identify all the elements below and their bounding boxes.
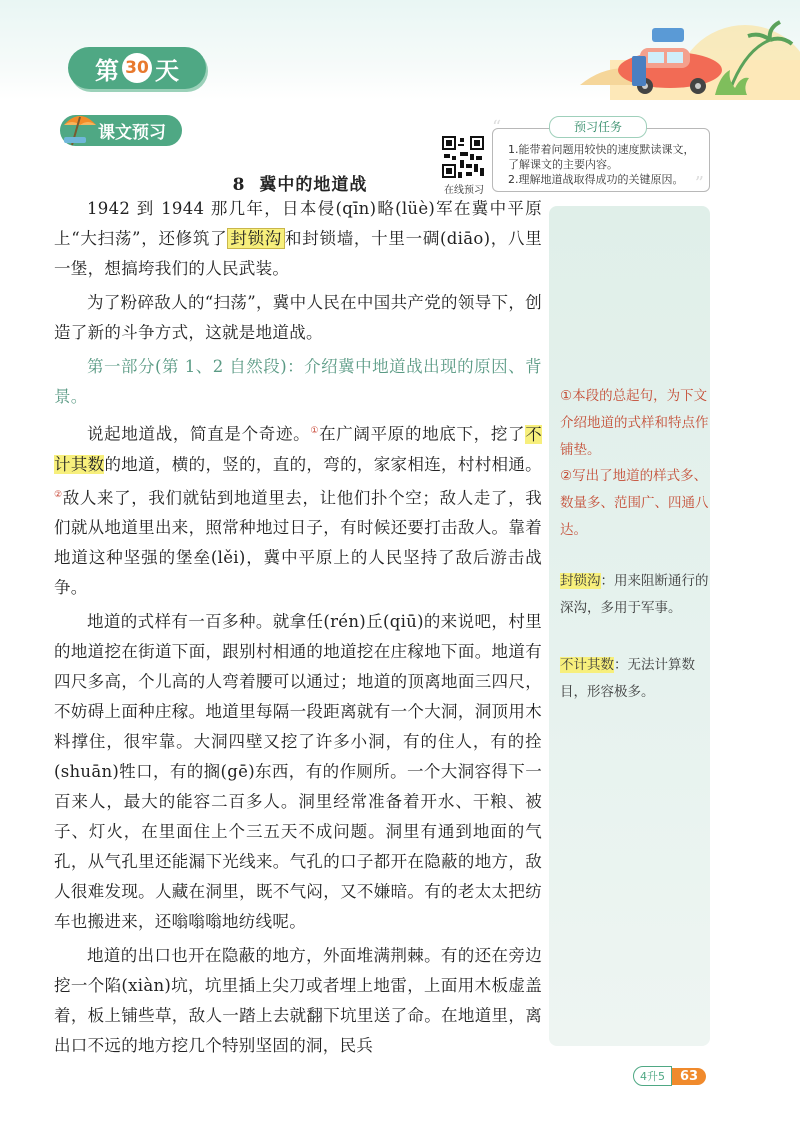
qr-label: 在线预习 [444, 185, 484, 196]
page-footer [633, 1066, 706, 1086]
glossary-term: 不计其数 [560, 657, 614, 673]
glossary-note-1 [560, 568, 710, 622]
day-badge [68, 47, 206, 89]
text-run: 说起地道战，简直是个奇迹。 [87, 424, 311, 444]
grade-label: 4升5 [633, 1066, 672, 1086]
task-title: 预习任务 [549, 116, 647, 138]
section-tag [60, 115, 182, 145]
notes-sidebar [549, 206, 710, 1046]
glossary-definition: ：用来阻断通行的深沟，多用于军事。 [560, 573, 709, 616]
open-quote-icon: “ [492, 117, 502, 138]
annotation-note-2: ②写出了地道的样式多、数量多、范围广、四通八达。 [560, 468, 709, 538]
task-item: 1.能带着问题用较快的速度默读课文，了解课文的主要内容。 [508, 143, 695, 171]
annotation-note-1: ①本段的总起句，为下文介绍地道的式样和特点作铺垫。 [560, 388, 709, 458]
text-run: 的地道，横的，竖的，直的，弯的，家家相连，村村相通。 [104, 454, 542, 474]
lesson-number: 8 [232, 175, 246, 195]
day-number: 30 [122, 53, 152, 83]
text-run: 敌人来了，我们就钻到地道里去，让他们扑个空；敌人走了，我们就从地道里出来，照常种地过日子，有时候还要打击敌人。靠着地道这种坚强的堡垒(lěi)，冀中平原上的人民坚持了敌后游击战争。 [54, 488, 542, 597]
text-run: 在广阔平原的地底下，挖了 [319, 424, 526, 444]
annotation-mark: ① [310, 426, 320, 436]
travel-illustration [570, 0, 800, 100]
task-item: 2.理解地道战取得成功的关键原因。 [508, 173, 684, 186]
text-run: 1942 到 1944 那几年，日本侵(qīn)略(lüè)军在冀中平原上“大扫荡”，还修筑了 [54, 199, 542, 248]
annotation-mark: ② [54, 489, 63, 500]
paragraph-3 [54, 416, 542, 603]
day-prefix: 第 [95, 56, 119, 85]
glossary-term: 封锁沟 [560, 573, 601, 589]
day-suffix: 天 [155, 56, 179, 85]
part-outline: 第一部分(第 1、2 自然段)：介绍冀中地道战出现的原因、背景。 [54, 357, 542, 406]
beach-umbrella-icon [60, 109, 100, 149]
section-label: 课文预习 [60, 115, 182, 146]
lesson-name: 冀中的地道战 [259, 175, 368, 195]
highlighted-term: 封锁沟 [227, 228, 285, 249]
glossary-definition: ：无法计算数目，形容极多。 [560, 657, 695, 700]
lesson-body [54, 194, 542, 1065]
paragraph-4: 地道的式样有一百多种。就拿任(rén)丘(qiū)的来说吧，村里的地道挖在街道下面，跟别村相通的地道挖在庄稼地下面。地道有四尺多高，个儿高的人弯着腰可以通过；地道的顶离地面三四尺，不妨碍上面种庄稼。地道里每隔一段距离就有一个大洞，洞顶用木料撑住，很牢靠。大洞四壁又挖了许多小洞，有的住人，有的拴(shuān)牲口，有的搁(gē)东西，有的作厕所。一个大洞容得下一百来人，最大的能容二百多人。洞里经常准备着开水、干粮、被子、灯火，在里面住上个三五天不成问题。洞里有通到地面的气孔，从气孔里还能漏下光线来。气孔的口子都开在隐蔽的地方，敌人很难发现。人藏在洞里，既不气闷，又不嫌暗。有的老太太把纺车也搬进来，还嗡嗡嗡地纺线呢。 [54, 612, 542, 931]
paragraph-1 [54, 194, 542, 284]
glossary-note-2 [560, 652, 710, 706]
close-quote-icon: ” [694, 173, 704, 194]
paragraph-5: 地道的出口也开在隐蔽的地方，外面堆满荆棘。有的还在旁边挖一个陷(xiàn)坑，坑里插上尖刀或者埋上地雷，上面用木板虚盖着，板上铺些草，敌人一踏上去就翻下坑里送了命。在地道里，离出口不远的地方挖几个特别坚固的洞，民兵 [54, 946, 542, 1055]
paragraph-2: 为了粉碎敌人的“扫荡”，冀中人民在中国共产党的领导下，创造了新的斗争方式，这就是地道战。 [54, 293, 542, 342]
highlighted-term: 不计其数 [54, 424, 542, 474]
lesson-title [0, 170, 600, 195]
page-number: 63 [672, 1068, 706, 1085]
text-run: 和封锁墙，十里一碉(diāo)，八里一堡，想搞垮我们的人民武装。 [54, 229, 543, 278]
